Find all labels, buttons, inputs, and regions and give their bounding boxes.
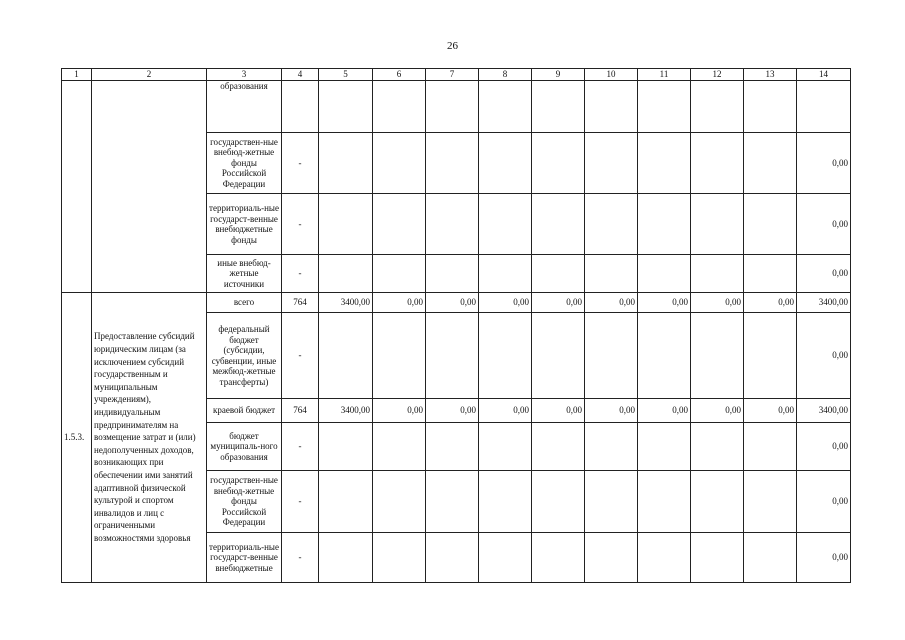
value-cell: 3400,00 [319, 293, 373, 313]
column-number-row [62, 69, 851, 81]
value-cell: 0,00 [532, 399, 585, 423]
value-cell [282, 81, 319, 133]
table-row [62, 81, 851, 133]
value-cell: 0,00 [638, 399, 691, 423]
col-header: 12 [691, 69, 744, 81]
source-cell: территориаль-ные государст-венные внебюджетные [207, 533, 282, 583]
value-cell: 0,00 [426, 399, 479, 423]
col-header: 14 [797, 69, 851, 81]
value-cell: 764 [282, 399, 319, 423]
page-number: 26 [447, 40, 458, 52]
value-cell: 0,00 [797, 423, 851, 471]
col-header: 8 [479, 69, 532, 81]
value-cell: - [282, 255, 319, 293]
value-cell: - [282, 423, 319, 471]
value-cell: 0,00 [797, 133, 851, 194]
value-cell: 0,00 [797, 471, 851, 533]
value-cell: 0,00 [744, 293, 797, 313]
col-header: 9 [532, 69, 585, 81]
value-cell: 0,00 [691, 399, 744, 423]
col-header: 2 [92, 69, 207, 81]
value-cell: 0,00 [797, 255, 851, 293]
source-cell: бюджет муниципаль-ного образования [207, 423, 282, 471]
value-cell: 0,00 [532, 293, 585, 313]
col-header: 6 [373, 69, 426, 81]
value-cell: 0,00 [479, 293, 532, 313]
value-cell: 0,00 [797, 194, 851, 255]
value-cell: 0,00 [373, 399, 426, 423]
source-cell: государствен-ные внебюд-жетные фонды Российской Федерации [207, 133, 282, 194]
source-cell: образования [207, 81, 282, 133]
value-cell: 0,00 [479, 399, 532, 423]
value-cell: 0,00 [426, 293, 479, 313]
col-header: 13 [744, 69, 797, 81]
col-header: 11 [638, 69, 691, 81]
value-cell: 0,00 [638, 293, 691, 313]
col-header: 1 [62, 69, 92, 81]
table-row [62, 293, 851, 313]
name-cell [92, 81, 207, 293]
value-cell: 0,00 [585, 399, 638, 423]
source-cell: краевой бюджет [207, 399, 282, 423]
budget-table [61, 68, 851, 583]
value-cell: - [282, 133, 319, 194]
value-cell: - [282, 313, 319, 399]
value-cell: 0,00 [797, 533, 851, 583]
col-header: 5 [319, 69, 373, 81]
value-cell: 0,00 [585, 293, 638, 313]
value-cell: - [282, 471, 319, 533]
col-header: 3 [207, 69, 282, 81]
value-cell: 3400,00 [797, 399, 851, 423]
value-cell [797, 81, 851, 133]
item-name: Предоставление субсидий юридическим лицам (за исключением субсидий государственным и муниципальным учреждениям), индивидуальным предпринимателям на возмещение затрат и (или) недополученных доходов, возникающих при обеспечении ими занятий адаптивной физической культурой и спортом инвалидов и лиц с ограниченными возможностями здоровья [92, 293, 207, 583]
value-cell: 0,00 [691, 293, 744, 313]
source-cell: всего [207, 293, 282, 313]
value-cell: - [282, 194, 319, 255]
value-cell: 764 [282, 293, 319, 313]
value-cell: 0,00 [373, 293, 426, 313]
value-cell: 3400,00 [319, 399, 373, 423]
value-cell: 3400,00 [797, 293, 851, 313]
source-cell: иные внебюд-жетные источники [207, 255, 282, 293]
source-cell: федеральный бюджет (субсидии, субвенции, иные межбюд-жетные трансферты) [207, 313, 282, 399]
source-cell: государствен-ные внебюд-жетные фонды Российской Федерации [207, 471, 282, 533]
col-header: 7 [426, 69, 479, 81]
col-header: 4 [282, 69, 319, 81]
code-cell [62, 81, 92, 293]
col-header: 10 [585, 69, 638, 81]
item-code: 1.5.3. [62, 293, 92, 583]
value-cell: 0,00 [797, 313, 851, 399]
value-cell: 0,00 [744, 399, 797, 423]
value-cell: - [282, 533, 319, 583]
source-cell: территориаль-ные государст-венные внебюджетные фонды [207, 194, 282, 255]
